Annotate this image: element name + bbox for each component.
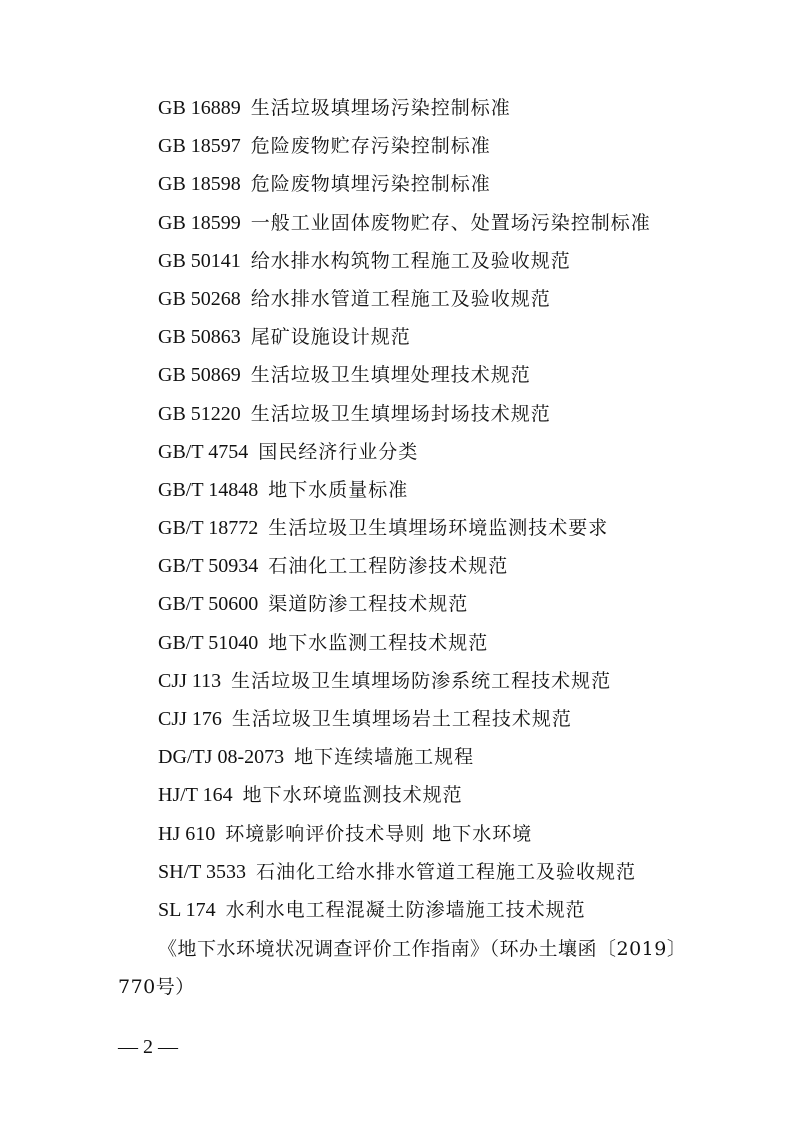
standard-title: 地下连续墙施工规程 xyxy=(294,746,475,769)
standard-code: GB 50869 xyxy=(158,364,241,387)
standard-code: HJ/T 164 xyxy=(158,784,233,807)
standard-title: 生活垃圾卫生填埋场岩土工程技术规范 xyxy=(231,708,572,730)
standard-code: GB 18598 xyxy=(158,173,241,196)
standard-title: 地下水环境监测技术规范 xyxy=(242,784,463,807)
standard-item xyxy=(158,742,758,780)
standard-item xyxy=(158,169,758,207)
standard-item xyxy=(158,513,758,551)
standard-title: 地下水质量标准 xyxy=(268,478,409,501)
standard-code: CJJ 113 xyxy=(158,669,222,692)
standard-title: 地下水监测工程技术规范 xyxy=(268,631,489,654)
standard-code: GB/T 18772 xyxy=(158,517,259,540)
standard-item xyxy=(158,437,758,475)
standard-item xyxy=(158,322,758,360)
standard-code: GB 50268 xyxy=(158,287,241,310)
standard-item xyxy=(158,666,758,704)
standard-item xyxy=(158,551,758,589)
standard-code: CJJ 176 xyxy=(158,708,222,730)
standard-item xyxy=(158,628,758,666)
standard-code: DG/TJ 08-2073 xyxy=(158,746,285,769)
standard-title: 生活垃圾填埋场污染控制标准 xyxy=(250,97,511,119)
standard-title: 尾矿设施设计规范 xyxy=(250,326,411,349)
standard-code: HJ 610 xyxy=(158,822,216,845)
standard-item xyxy=(158,780,758,818)
standard-item xyxy=(158,589,758,627)
standard-item xyxy=(158,131,758,169)
standard-title: 危险废物贮存污染控制标准 xyxy=(250,135,491,158)
standard-code: GB/T 50600 xyxy=(158,593,259,616)
standard-item xyxy=(158,360,758,398)
standard-code: GB 18599 xyxy=(158,211,241,234)
standard-item xyxy=(158,399,758,437)
standard-code: GB/T 4754 xyxy=(158,440,249,463)
reference-document: 《地下水环境状况调查评价工作指南》（环办土壤函〔2019〕770号） xyxy=(118,938,687,998)
standard-title: 石油化工工程防渗技术规范 xyxy=(268,555,509,578)
standard-title: 环境影响评价技术导则 地下水环境 xyxy=(225,822,533,845)
standard-title: 生活垃圾卫生填埋场封场技术规范 xyxy=(250,402,551,425)
standard-title: 生活垃圾卫生填埋场环境监测技术要求 xyxy=(268,517,609,540)
standard-item xyxy=(158,819,758,857)
standard-code: GB 16889 xyxy=(158,97,241,119)
standard-item xyxy=(158,475,758,513)
standard-title: 石油化工给水排水管道工程施工及验收规范 xyxy=(255,860,636,883)
standard-title: 生活垃圾卫生填埋场防渗系统工程技术规范 xyxy=(231,669,612,692)
standard-code: GB 50141 xyxy=(158,249,241,272)
standards-list xyxy=(158,93,758,933)
standard-item xyxy=(158,93,758,131)
standard-title: 生活垃圾卫生填埋处理技术规范 xyxy=(250,364,531,387)
standard-title: 渠道防渗工程技术规范 xyxy=(268,593,469,616)
standard-code: GB 51220 xyxy=(158,402,241,425)
standard-code: GB 18597 xyxy=(158,135,241,158)
standard-title: 水利水电工程混凝土防渗墙施工技术规范 xyxy=(225,898,586,921)
standard-title: 一般工业固体废物贮存、处置场污染控制标准 xyxy=(250,211,651,234)
standard-title: 给水排水构筑物工程施工及验收规范 xyxy=(250,249,571,272)
standard-item xyxy=(158,704,758,742)
page-number: — 2 — xyxy=(118,1036,178,1058)
standard-title: 国民经济行业分类 xyxy=(258,440,419,463)
standard-code: SL 174 xyxy=(158,898,216,921)
standard-item xyxy=(158,208,758,246)
standard-code: GB/T 51040 xyxy=(158,631,259,654)
standard-item xyxy=(158,284,758,322)
standard-item xyxy=(158,246,758,284)
standard-title: 给水排水管道工程施工及验收规范 xyxy=(250,287,551,310)
standard-code: GB/T 14848 xyxy=(158,478,259,501)
standard-code: GB/T 50934 xyxy=(158,555,259,578)
standard-item xyxy=(158,895,758,933)
standard-code: GB 50863 xyxy=(158,326,241,349)
standard-title: 危险废物填埋污染控制标准 xyxy=(250,173,491,196)
standard-code: SH/T 3533 xyxy=(158,860,246,883)
standard-item xyxy=(158,857,758,895)
